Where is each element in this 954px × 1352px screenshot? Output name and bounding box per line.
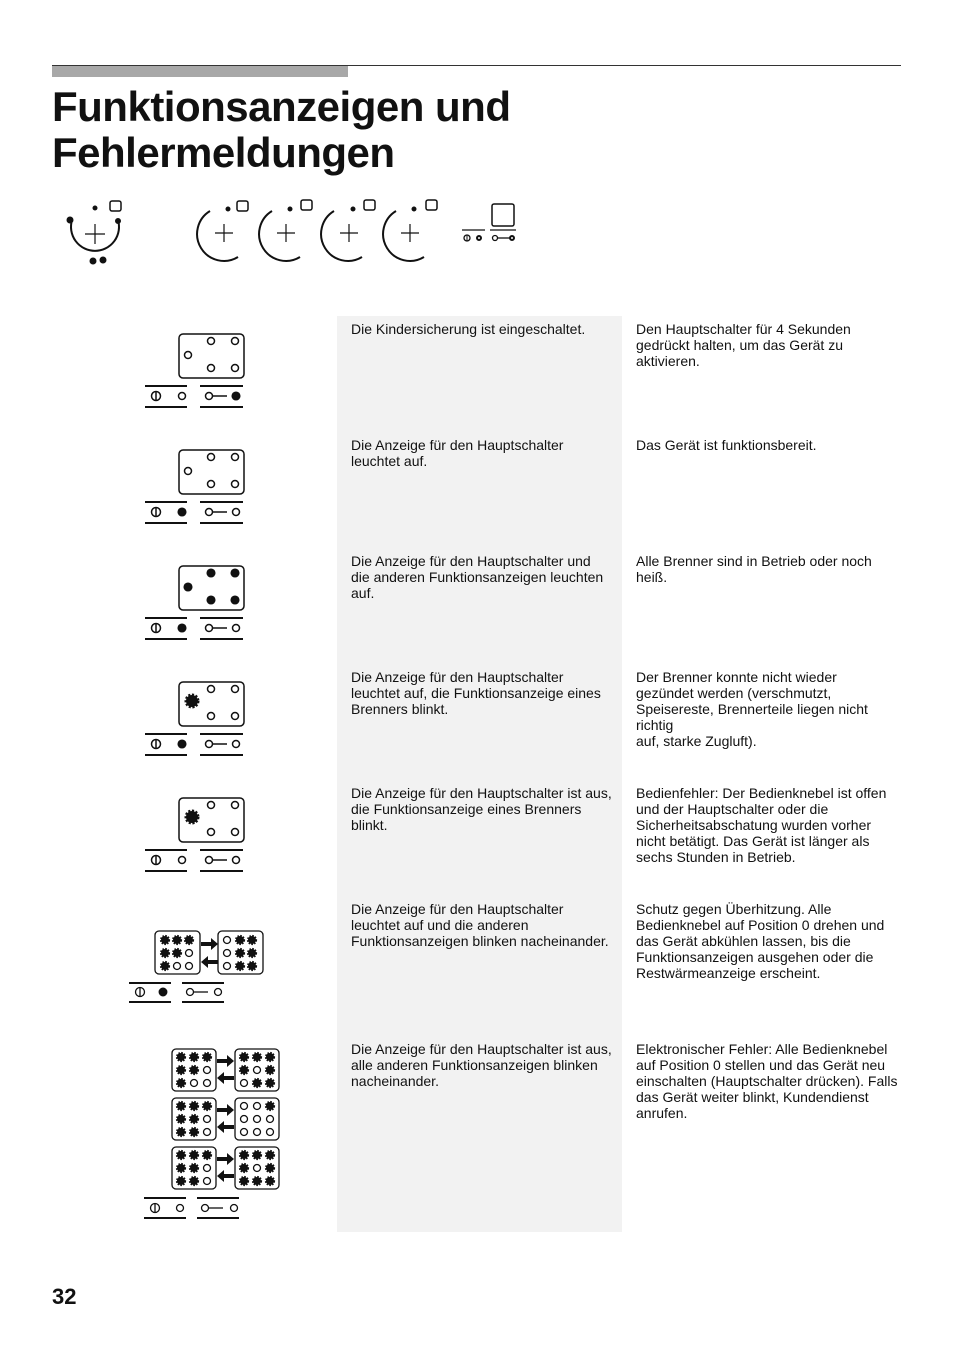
row-result: Elektronischer Fehler: Alle Bedienknebel auf Position 0 stellen und das Gerät neu einschalten (Hauptschalter drücken). Falls das Gerät weiter blinkt, Kundendienst anrufen.	[636, 1041, 898, 1121]
indicator-all-burners-on-icon	[140, 562, 250, 644]
row-description: Die Anzeige für den Hauptschalter ist aus, alle anderen Funktionsanzeigen blinken nacheinander.	[351, 1041, 612, 1089]
indicator-electronic-error-sequence-icon	[140, 1046, 285, 1224]
row-description: Die Anzeige für den Hauptschalter leuchtet auf.	[351, 437, 564, 469]
row-description: Die Anzeige für den Hauptschalter und die anderen Funktionsanzeigen leuchten auf.	[351, 553, 604, 601]
knob-icon-2	[259, 200, 312, 261]
row-result: Der Brenner konnte nicht wieder gezündet werden (verschmutzt, Speisereste, Brennerteile liegen nicht richtig auf, starke Zugluft).	[636, 669, 868, 749]
knob-icon-3	[321, 200, 375, 261]
knob-icon-main	[68, 201, 122, 264]
row-description: Die Kindersicherung ist eingeschaltet.	[351, 321, 586, 337]
row-result: Den Hauptschalter für 4 Sekunden gedrückt halten, um das Gerät zu aktivieren.	[636, 321, 851, 369]
indicator-main-switch-on-icon	[140, 446, 250, 528]
table-row	[0, 896, 954, 1036]
row-result: Das Gerät ist funktionsbereit.	[636, 437, 817, 453]
row-result: Bedienfehler: Der Bedienknebel ist offen und der Hauptschalter oder die Sicherheitsabschatung wurden vorher nicht betätigt. Das Gerät ist länger als sechs Stunden in Betrieb.	[636, 785, 887, 865]
row-result: Alle Brenner sind in Betrieb oder noch heiß.	[636, 553, 872, 585]
indicator-overheat-sequence-icon	[125, 926, 270, 1006]
knob-icon-1	[197, 201, 248, 261]
table-row	[0, 664, 954, 780]
indicator-burner-blinking-main-off-icon	[140, 794, 250, 876]
page-title	[52, 84, 511, 176]
knob-icon-4	[383, 200, 437, 261]
page-title-line-1: Funktionsanzeigen und	[52, 83, 511, 130]
section-marker-bar	[52, 66, 348, 77]
table-row	[0, 316, 954, 432]
table-row	[0, 780, 954, 896]
indicator-child-lock-on-icon	[140, 330, 250, 412]
row-description: Die Anzeige für den Hauptschalter leuchtet auf, die Funktionsanzeige eines Brenners blinkt.	[351, 669, 601, 717]
row-description: Die Anzeige für den Hauptschalter ist aus, die Funktionsanzeige eines Brenners blinkt.	[351, 785, 612, 833]
table-row	[0, 1036, 954, 1232]
table-row	[0, 548, 954, 664]
indicator-burner-blinking-main-on-icon	[140, 678, 250, 760]
control-panel-icon	[462, 204, 516, 241]
page-title-line-2: Fehlermeldungen	[52, 129, 395, 176]
table-row	[0, 432, 954, 548]
control-knobs-illustration	[60, 190, 530, 280]
row-result: Schutz gegen Überhitzung. Alle Bedienknebel auf Position 0 drehen und das Gerät abkühlen lassen, bis die Funktionsanzeigen ausgehen oder die Restwärmeanzeige erscheint.	[636, 901, 885, 981]
page-number: 32	[52, 1284, 77, 1309]
row-description: Die Anzeige für den Hauptschalter leuchtet auf und die anderen Funktionsanzeigen blinken nacheinander.	[351, 901, 609, 949]
